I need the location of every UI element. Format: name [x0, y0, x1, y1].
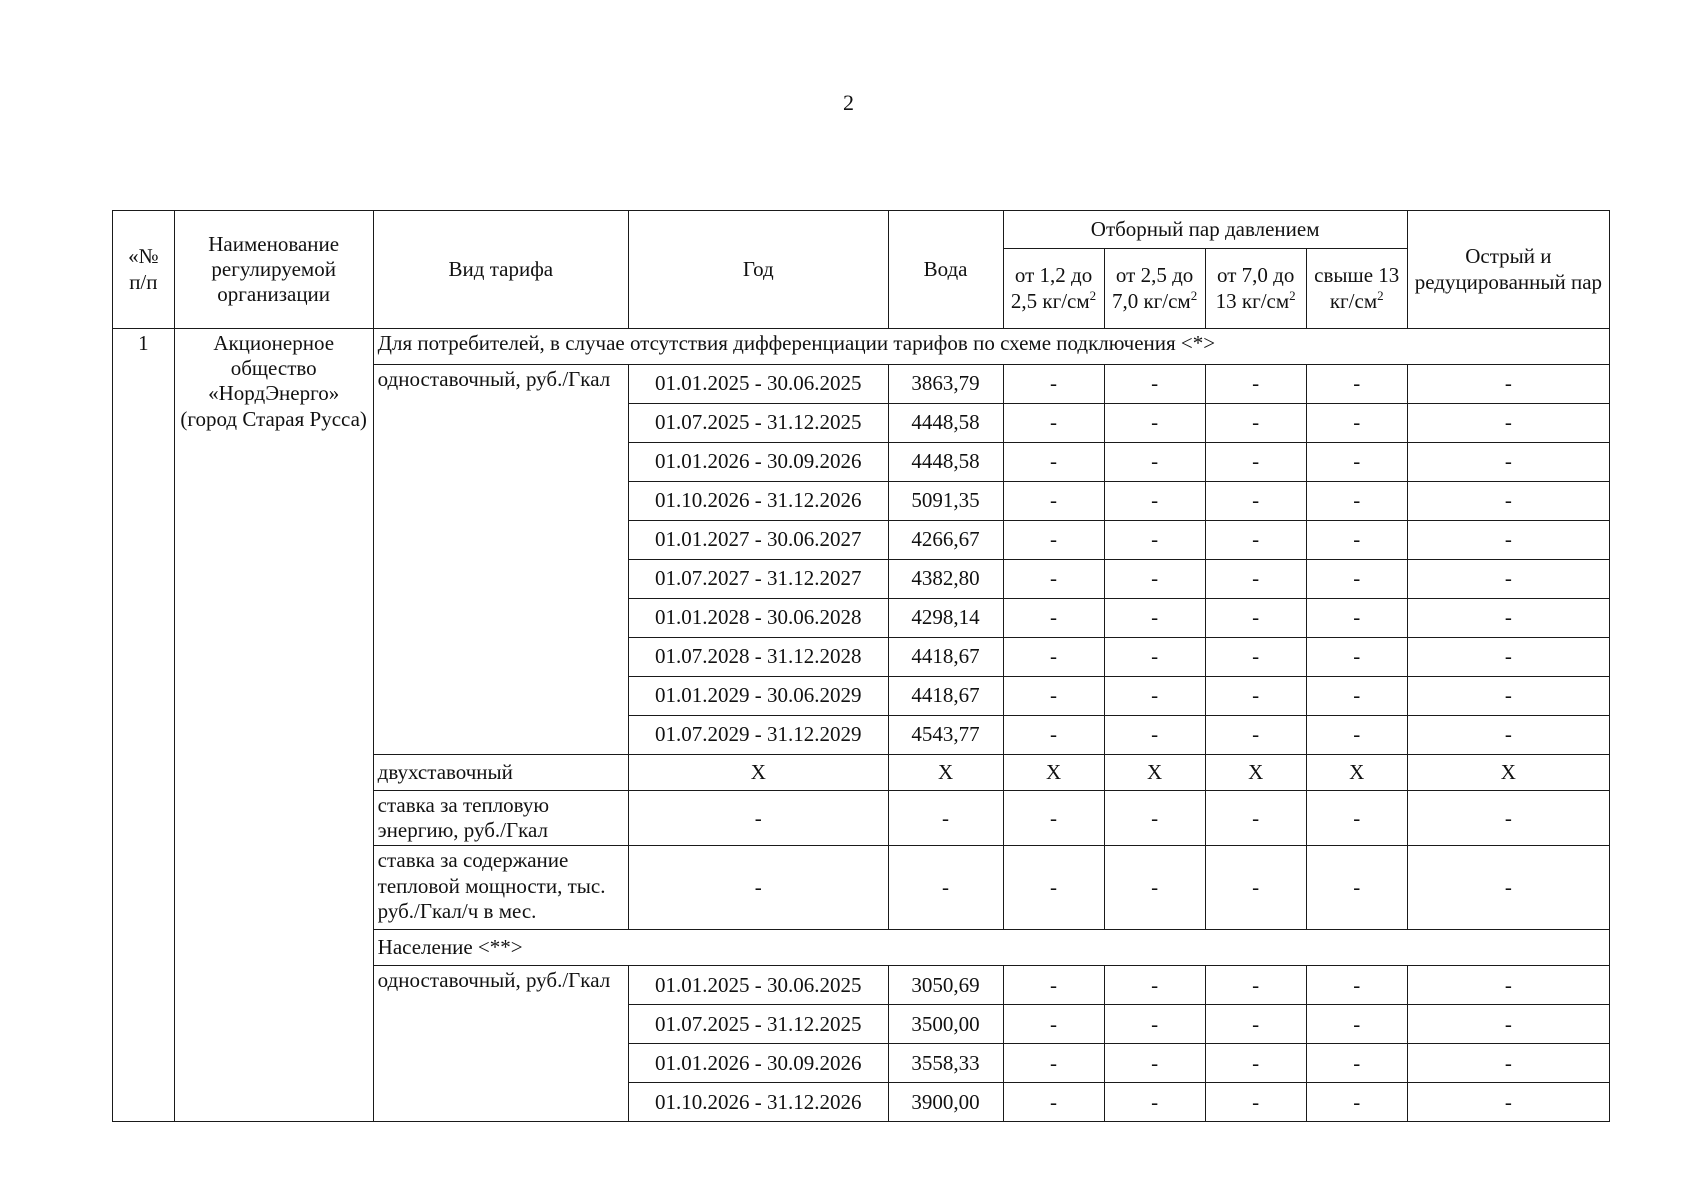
dash-cell: -: [1104, 716, 1205, 755]
dash-cell: -: [1407, 677, 1609, 716]
dash-cell: -: [1205, 716, 1306, 755]
water-value: 3558,33: [888, 1044, 1003, 1083]
dash-cell: -: [1306, 1005, 1407, 1044]
water-value: 4543,77: [888, 716, 1003, 755]
dash-cell: -: [1407, 443, 1609, 482]
period-cell: 01.07.2025 - 31.12.2025: [629, 404, 889, 443]
dash-cell: -: [1407, 404, 1609, 443]
x-cell: Х: [1003, 755, 1104, 791]
dash-cell: -: [1003, 482, 1104, 521]
dash-cell: -: [1003, 404, 1104, 443]
period-cell: 01.01.2027 - 30.06.2027: [629, 521, 889, 560]
header-tariff-type: Вид тарифа: [373, 211, 628, 329]
dash-cell: -: [1407, 1083, 1609, 1122]
period-cell: 01.01.2026 - 30.09.2026: [629, 1044, 889, 1083]
header-steam-1: от 1,2 до 2,5 $кг/см^2$: [1003, 249, 1104, 329]
header-year: Год: [629, 211, 889, 329]
water-value: 4448,58: [888, 443, 1003, 482]
header-sharp-steam: Острый и редуцированный пар: [1407, 211, 1609, 329]
water-value: 4418,67: [888, 677, 1003, 716]
dash-cell: -: [1003, 365, 1104, 404]
x-cell: Х: [1306, 755, 1407, 791]
dash-cell: -: [1003, 1044, 1104, 1083]
period-cell: 01.07.2027 - 31.12.2027: [629, 560, 889, 599]
dash-cell: -: [1407, 1005, 1609, 1044]
x-cell: Х: [888, 755, 1003, 791]
heat-rate-label: ставка за тепловую энергию, руб./Гкал: [373, 791, 628, 846]
dash-cell: -: [1104, 365, 1205, 404]
dash-cell: -: [1104, 521, 1205, 560]
header-num: «№ п/п: [113, 211, 175, 329]
dash-cell: -: [1306, 1044, 1407, 1083]
dash-cell: -: [1306, 365, 1407, 404]
water-value: 3863,79: [888, 365, 1003, 404]
dash-cell: -: [1003, 1005, 1104, 1044]
water-value: 3500,00: [888, 1005, 1003, 1044]
water-value: 4382,80: [888, 560, 1003, 599]
dash-cell: -: [1306, 1083, 1407, 1122]
header-steam-3: от 7,0 до 13 $кг/см^2$: [1205, 249, 1306, 329]
tariff-one-rate-label: одноставочный, руб./Гкал: [373, 365, 628, 755]
header-steam-2: от 2,5 до 7,0 $кг/см^2$: [1104, 249, 1205, 329]
dash-cell: -: [1306, 599, 1407, 638]
period-cell: 01.10.2026 - 31.12.2026: [629, 1083, 889, 1122]
dash-cell: -: [1104, 560, 1205, 599]
dash-cell: -: [1205, 365, 1306, 404]
header-org: Наименование регулируемой организации: [174, 211, 373, 329]
period-cell: 01.01.2026 - 30.09.2026: [629, 443, 889, 482]
dash-cell: -: [1104, 1005, 1205, 1044]
period-cell: 01.07.2029 - 31.12.2029: [629, 716, 889, 755]
dash-cell: -: [1003, 443, 1104, 482]
dash-cell: -: [1407, 365, 1609, 404]
dash-cell: -: [1205, 966, 1306, 1005]
dash-cell: -: [1205, 599, 1306, 638]
dash-cell: -: [1003, 1083, 1104, 1122]
dash-cell: -: [1407, 846, 1609, 930]
dash-cell: -: [1306, 716, 1407, 755]
x-cell: Х: [1407, 755, 1609, 791]
dash-cell: -: [1306, 846, 1407, 930]
dash-cell: -: [629, 846, 889, 930]
header-steam-group: Отборный пар давлением: [1003, 211, 1407, 249]
header-water: Вода: [888, 211, 1003, 329]
water-value: 5091,35: [888, 482, 1003, 521]
dash-cell: -: [1003, 791, 1104, 846]
dash-cell: -: [1205, 443, 1306, 482]
dash-cell: -: [1003, 966, 1104, 1005]
dash-cell: -: [1407, 966, 1609, 1005]
dash-cell: -: [888, 791, 1003, 846]
dash-cell: -: [1104, 638, 1205, 677]
dash-cell: -: [1205, 404, 1306, 443]
dash-cell: -: [1205, 1005, 1306, 1044]
water-value: 3900,00: [888, 1083, 1003, 1122]
dash-cell: -: [1306, 966, 1407, 1005]
dash-cell: -: [1205, 560, 1306, 599]
dash-cell: -: [1306, 560, 1407, 599]
dash-cell: -: [1407, 560, 1609, 599]
period-cell: 01.01.2025 - 30.06.2025: [629, 966, 889, 1005]
dash-cell: -: [1104, 482, 1205, 521]
dash-cell: -: [1104, 846, 1205, 930]
water-value: 4448,58: [888, 404, 1003, 443]
dash-cell: -: [1104, 1083, 1205, 1122]
dash-cell: -: [1306, 677, 1407, 716]
population-one-rate-label: одноставочный, руб./Гкал: [373, 966, 628, 1122]
page-number: 2: [843, 90, 854, 115]
water-value: 3050,69: [888, 966, 1003, 1005]
dash-cell: -: [1003, 716, 1104, 755]
tariff-table: [112, 210, 1610, 1122]
dash-cell: -: [1205, 791, 1306, 846]
x-cell: Х: [1104, 755, 1205, 791]
tariff-two-rate-label: двухставочный: [373, 755, 628, 791]
period-cell: 01.07.2028 - 31.12.2028: [629, 638, 889, 677]
dash-cell: -: [1306, 638, 1407, 677]
dash-cell: -: [1205, 1044, 1306, 1083]
dash-cell: -: [1104, 404, 1205, 443]
dash-cell: -: [1407, 1044, 1609, 1083]
dash-cell: -: [1104, 443, 1205, 482]
dash-cell: -: [1104, 599, 1205, 638]
dash-cell: -: [1306, 443, 1407, 482]
dash-cell: -: [1205, 638, 1306, 677]
x-cell: Х: [629, 755, 889, 791]
dash-cell: -: [1205, 521, 1306, 560]
period-cell: 01.10.2026 - 31.12.2026: [629, 482, 889, 521]
dash-cell: -: [1407, 482, 1609, 521]
section1-title: Для потребителей, в случае отсутствия дифференциации тарифов по схеме подключения <*>: [373, 329, 1609, 365]
dash-cell: -: [1104, 966, 1205, 1005]
dash-cell: -: [1003, 846, 1104, 930]
water-value: 4418,67: [888, 638, 1003, 677]
dash-cell: -: [1104, 791, 1205, 846]
dash-cell: -: [1205, 846, 1306, 930]
dash-cell: -: [1205, 677, 1306, 716]
period-cell: 01.01.2029 - 30.06.2029: [629, 677, 889, 716]
dash-cell: -: [1003, 638, 1104, 677]
period-cell: 01.01.2028 - 30.06.2028: [629, 599, 889, 638]
dash-cell: -: [888, 846, 1003, 930]
dash-cell: -: [1003, 521, 1104, 560]
x-cell: Х: [1205, 755, 1306, 791]
dash-cell: -: [1104, 677, 1205, 716]
dash-cell: -: [1003, 560, 1104, 599]
org-name: Акционерное общество «НордЭнерго» (город Старая Русса): [174, 329, 373, 1122]
dash-cell: -: [1407, 599, 1609, 638]
dash-cell: -: [1407, 716, 1609, 755]
water-value: 4266,67: [888, 521, 1003, 560]
dash-cell: -: [1306, 404, 1407, 443]
section2-title: Население <**>: [373, 930, 1609, 966]
dash-cell: -: [1407, 791, 1609, 846]
period-cell: 01.01.2025 - 30.06.2025: [629, 365, 889, 404]
dash-cell: -: [1104, 1044, 1205, 1083]
dash-cell: -: [1306, 521, 1407, 560]
header-steam-4: свыше 13 $кг/см^2$: [1306, 249, 1407, 329]
dash-cell: -: [1003, 677, 1104, 716]
dash-cell: -: [1407, 521, 1609, 560]
period-cell: 01.07.2025 - 31.12.2025: [629, 1005, 889, 1044]
dash-cell: -: [1306, 791, 1407, 846]
capacity-rate-label: ставка за содержание тепловой мощности, тыс. руб./Гкал/ч в мес.: [373, 846, 628, 930]
dash-cell: -: [1003, 599, 1104, 638]
dash-cell: -: [1205, 482, 1306, 521]
dash-cell: -: [629, 791, 889, 846]
dash-cell: -: [1205, 1083, 1306, 1122]
dash-cell: -: [1407, 638, 1609, 677]
row-number: 1: [113, 329, 175, 1122]
water-value: 4298,14: [888, 599, 1003, 638]
dash-cell: -: [1306, 482, 1407, 521]
